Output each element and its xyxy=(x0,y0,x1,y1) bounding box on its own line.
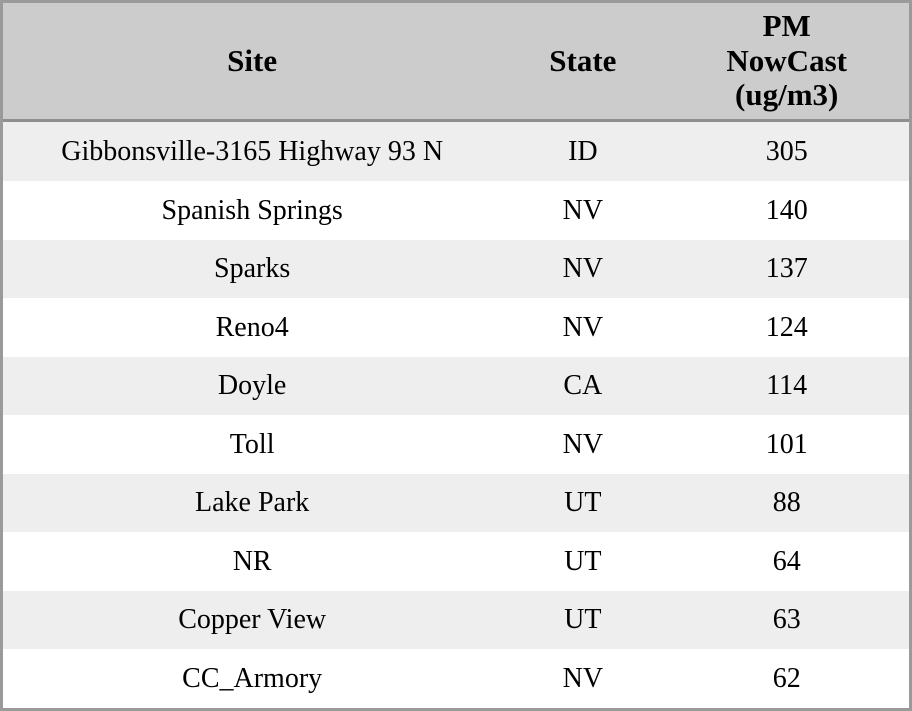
column-header-pm-line-2: NowCast xyxy=(726,42,847,78)
table-header xyxy=(3,3,909,121)
table-row xyxy=(3,532,909,591)
cell-pm: 62 xyxy=(664,649,909,708)
cell-pm: 114 xyxy=(664,357,909,416)
cell-state: UT xyxy=(501,591,664,650)
column-header-site xyxy=(3,3,501,121)
cell-pm: 88 xyxy=(664,474,909,533)
cell-site: Sparks xyxy=(3,240,501,299)
table-header-row xyxy=(3,3,909,121)
cell-pm: 305 xyxy=(664,121,909,182)
column-header-state xyxy=(501,3,664,121)
table-row xyxy=(3,121,909,182)
table-row xyxy=(3,357,909,416)
cell-site: CC_Armory xyxy=(3,649,501,708)
cell-site: Reno4 xyxy=(3,298,501,357)
table-body xyxy=(3,121,909,708)
cell-pm: 137 xyxy=(664,240,909,299)
table-row xyxy=(3,181,909,240)
table-row xyxy=(3,298,909,357)
cell-state: NV xyxy=(501,181,664,240)
column-header-pm-nowcast xyxy=(664,3,909,121)
column-header-state-line-1: State xyxy=(549,42,617,78)
cell-state: NV xyxy=(501,298,664,357)
column-header-site-line-1: Site xyxy=(227,42,278,78)
table-row xyxy=(3,240,909,299)
cell-site: NR xyxy=(3,532,501,591)
cell-state: NV xyxy=(501,649,664,708)
cell-site: Gibbonsville-3165 Highway 93 N xyxy=(3,121,501,182)
cell-site: Toll xyxy=(3,415,501,474)
table-row xyxy=(3,474,909,533)
table-row xyxy=(3,415,909,474)
cell-pm: 140 xyxy=(664,181,909,240)
cell-state: ID xyxy=(501,121,664,182)
cell-state: UT xyxy=(501,532,664,591)
cell-site: Lake Park xyxy=(3,474,501,533)
table-row xyxy=(3,649,909,708)
table-row xyxy=(3,591,909,650)
cell-state: UT xyxy=(501,474,664,533)
column-header-pm-line-1: PM xyxy=(762,8,811,43)
cell-state: CA xyxy=(501,357,664,416)
cell-pm: 101 xyxy=(664,415,909,474)
cell-site: Copper View xyxy=(3,591,501,650)
cell-state: NV xyxy=(501,240,664,299)
column-header-pm-line-3: (ug/m3) xyxy=(735,77,839,113)
cell-site: Doyle xyxy=(3,357,501,416)
air-quality-table xyxy=(3,3,909,708)
cell-pm: 124 xyxy=(664,298,909,357)
cell-pm: 63 xyxy=(664,591,909,650)
cell-pm: 64 xyxy=(664,532,909,591)
cell-state: NV xyxy=(501,415,664,474)
cell-site: Spanish Springs xyxy=(3,181,501,240)
